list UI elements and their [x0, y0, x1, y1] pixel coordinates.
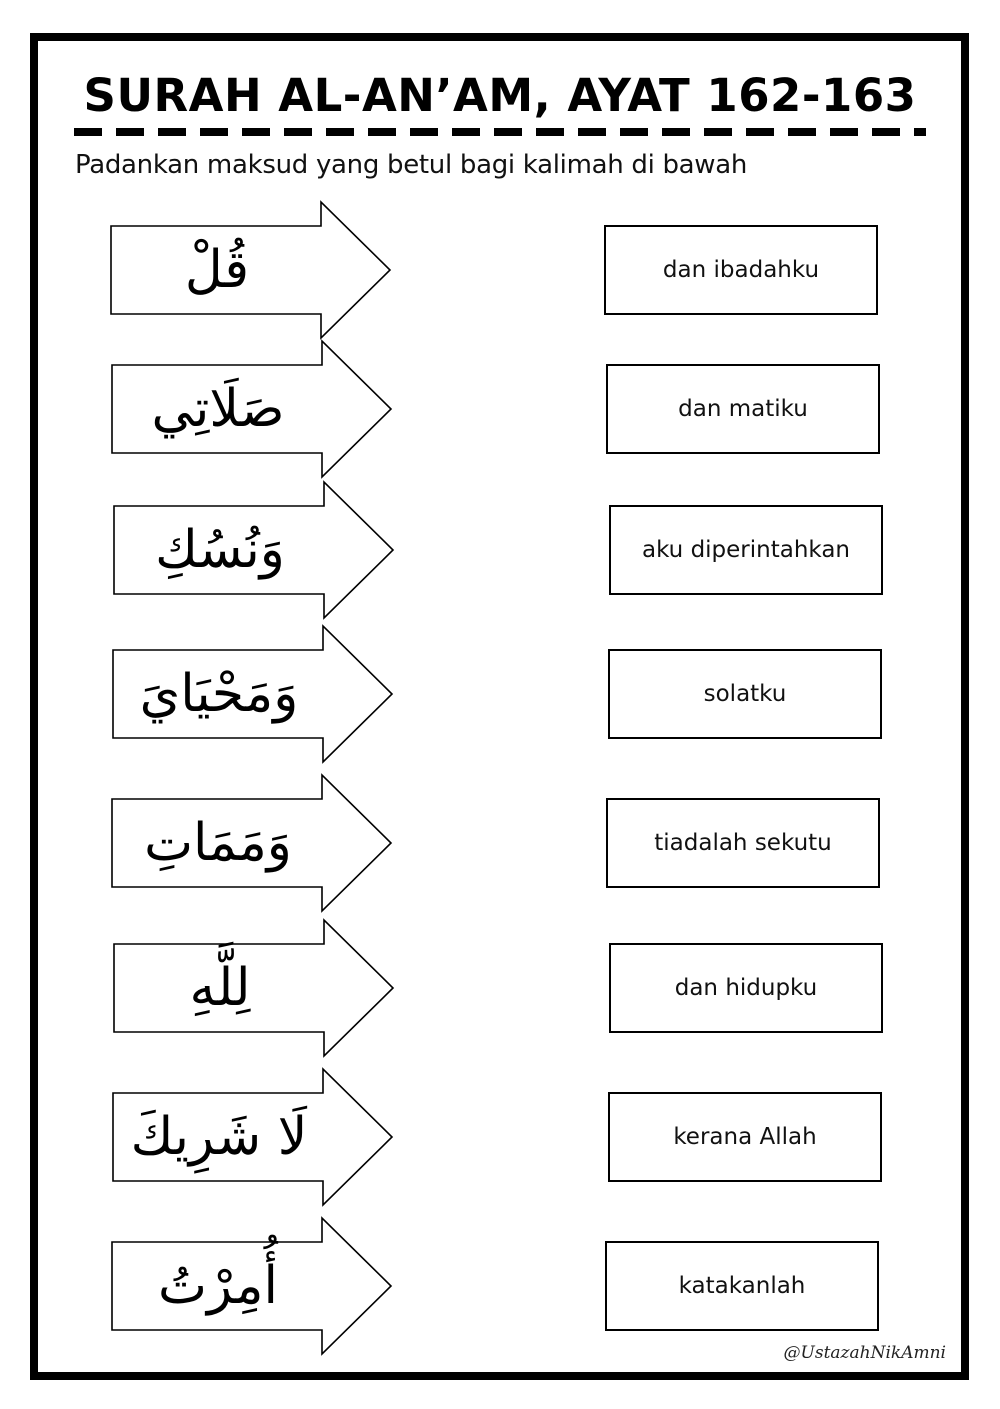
term-arrow-6[interactable]	[113, 919, 395, 1057]
term-arabic-4: وَمَحْيَايَ	[139, 664, 299, 724]
meaning-box-2[interactable]: dan matiku	[606, 364, 880, 454]
author-credit: @UstazahNikAmni	[783, 1343, 946, 1363]
term-arrow-7[interactable]	[112, 1068, 394, 1206]
meaning-box-1[interactable]: dan ibadahku	[604, 225, 878, 315]
term-arabic-1: قُلْ	[184, 240, 250, 300]
term-arabic-7: لَا شَرِيكَ	[130, 1107, 308, 1167]
term-arabic-2: صَلَاتِي	[151, 379, 285, 439]
term-arrow-8[interactable]	[111, 1217, 393, 1355]
meaning-box-7[interactable]: kerana Allah	[608, 1092, 882, 1182]
term-arrow-5[interactable]	[111, 774, 393, 912]
meaning-box-6[interactable]: dan hidupku	[609, 943, 883, 1033]
term-arabic-3: وَنُسُكِ	[155, 520, 285, 580]
meaning-box-8[interactable]: katakanlah	[605, 1241, 879, 1331]
term-arrow-4[interactable]	[112, 625, 394, 763]
dashed-divider	[74, 128, 926, 136]
meaning-box-5[interactable]: tiadalah sekutu	[606, 798, 880, 888]
term-arabic-8: أُمِرْتُ	[158, 1256, 278, 1316]
term-arrow-2[interactable]	[111, 340, 393, 478]
term-arrow-1[interactable]	[110, 201, 392, 339]
worksheet-title: SURAH AL-AN’AM, AYAT 162-163	[83, 69, 917, 122]
term-arabic-5: وَمَمَاتِ	[144, 813, 292, 873]
term-arabic-6: لِلَّهِ	[189, 958, 251, 1018]
meaning-box-3[interactable]: aku diperintahkan	[609, 505, 883, 595]
term-arrow-3[interactable]	[113, 481, 395, 619]
meaning-box-4[interactable]: solatku	[608, 649, 882, 739]
instruction-text: Padankan maksud yang betul bagi kalimah di bawah	[75, 150, 748, 180]
